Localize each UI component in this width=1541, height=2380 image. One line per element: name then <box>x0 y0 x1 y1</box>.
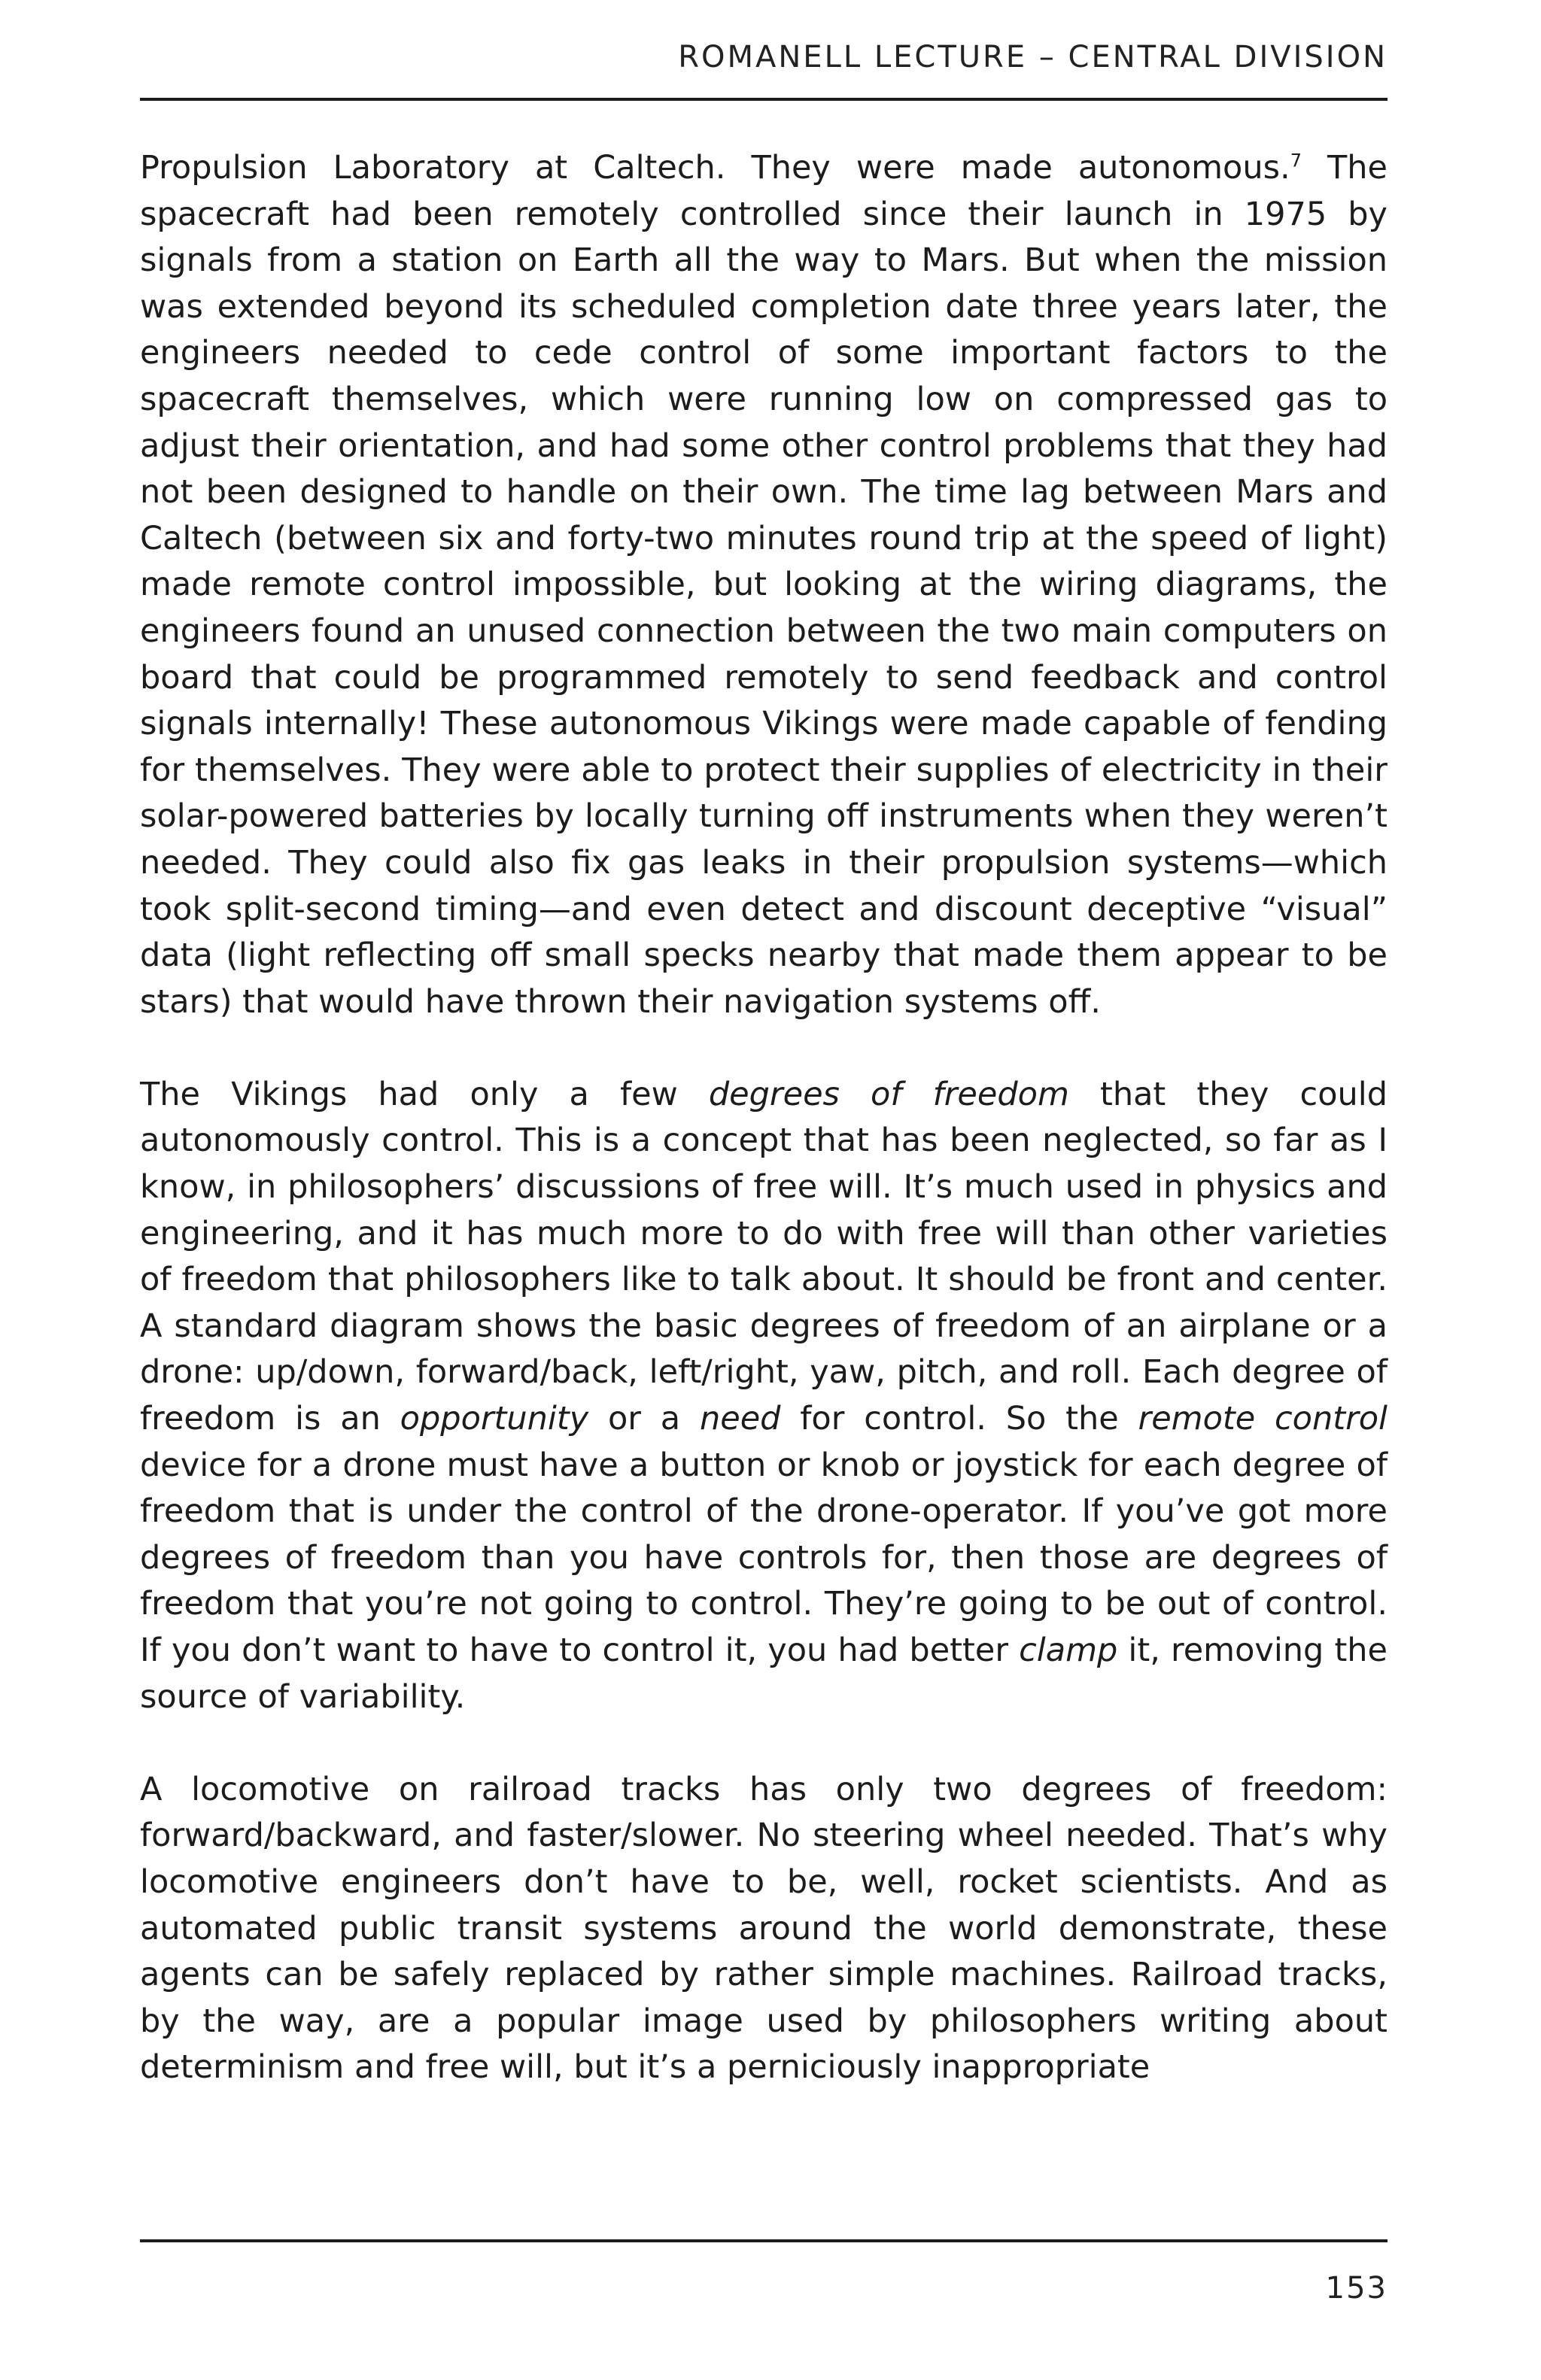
paragraph-1-text-b: The spacecraft had been remotely controlled since their launch in 1975 by signals from a station on Earth all the way to Mars. But when the mission was extended beyond its scheduled completion date three years later, the engineers needed to cede control of some important factors to the spacecraft themselves, which were running low on compressed gas to adjust their orientation, and had some other control problems that they had not been designed to handle on their own. The time lag between Mars and Caltech (between six and forty-two minutes round trip at the speed of light) made remote control impossible, but looking at the wiring diagrams, the engineers found an unused connection between the two main computers on board that could be programmed remotely to send feedback and control signals internally! These autonomous Vikings were made capable of fending for themselves. They were able to protect their supplies of electricity in their solar-powered batteries by locally turning off instruments when they weren’t needed. They could also fix gas leaks in their propulsion systems—which took split-second timing—and even detect and discount deceptive “visual” data (light reflecting off small specks nearby that made them appear to be stars) that would have thrown their navigation systems off. <box>140 149 1388 1021</box>
header-rule <box>140 98 1388 101</box>
paragraph-3: A locomotive on railroad tracks has only two degrees of freedom: forward/backward, and faster/slower. No steering wheel needed. That’s why locomotive engineers don’t have to be, well, rocket scientists. And as automated public transit systems around the world demonstrate, these agents can be safely replaced by rather simple machines. Railroad tracks, by the way, are a popular image used by philosophers writing about determinism and free will, but it’s a perniciously inappropriate <box>140 1770 1388 2087</box>
paragraph-2-text-1: The Vikings had only a few <box>140 1075 709 1113</box>
paragraph-2-text-6: it, removing the source of variability. <box>140 1632 1388 1716</box>
paragraph-1 <box>140 145 1388 1025</box>
emphasis-need: need <box>699 1400 781 1438</box>
body-text <box>140 145 1388 2091</box>
footnote-marker[interactable]: 7 <box>1290 150 1302 172</box>
paragraph-2-text-3: or a <box>588 1400 700 1438</box>
paragraph-2-text-2: that they could autonomously control. This is a concept that has been neglected, so far as I know, in philosophers’ discussions of free will. It’s much used in physics and engineering, and it has much more to do with free will than other varieties of freedom that philosophers like to talk about. It should be front and center. A standard diagram shows the basic degrees of freedom of an airplane or a drone: up/down, forward/back, left/right, yaw, pitch, and roll. Each degree of freedom is an <box>140 1075 1388 1438</box>
emphasis-opportunity: opportunity <box>400 1400 589 1438</box>
running-head: ROMANELL LECTURE – CENTRAL DIVISION <box>678 40 1388 74</box>
paragraph-1-text-a: Propulsion Laboratory at Caltech. They were made autonomous. <box>140 149 1290 187</box>
page-number: 153 <box>1325 2271 1388 2306</box>
emphasis-degrees-of-freedom: degrees of freedom <box>708 1075 1069 1113</box>
paragraph-2 <box>140 1072 1388 1720</box>
paragraph-2-text-4: for control. So the <box>780 1400 1138 1438</box>
emphasis-clamp: clamp <box>1019 1632 1118 1669</box>
paragraph-2-text-5: device for a drone must have a button or knob or joystick for each degree of freedom that is under the control of the drone-operator. If you’ve got more degrees of freedom than you have controls for, then those are degrees of freedom that you’re not going to control. They’re going to be out of control. If you don’t want to have to control it, you had better <box>140 1446 1388 1669</box>
footer-rule <box>140 2239 1388 2242</box>
emphasis-remote-control: remote control <box>1138 1400 1388 1438</box>
